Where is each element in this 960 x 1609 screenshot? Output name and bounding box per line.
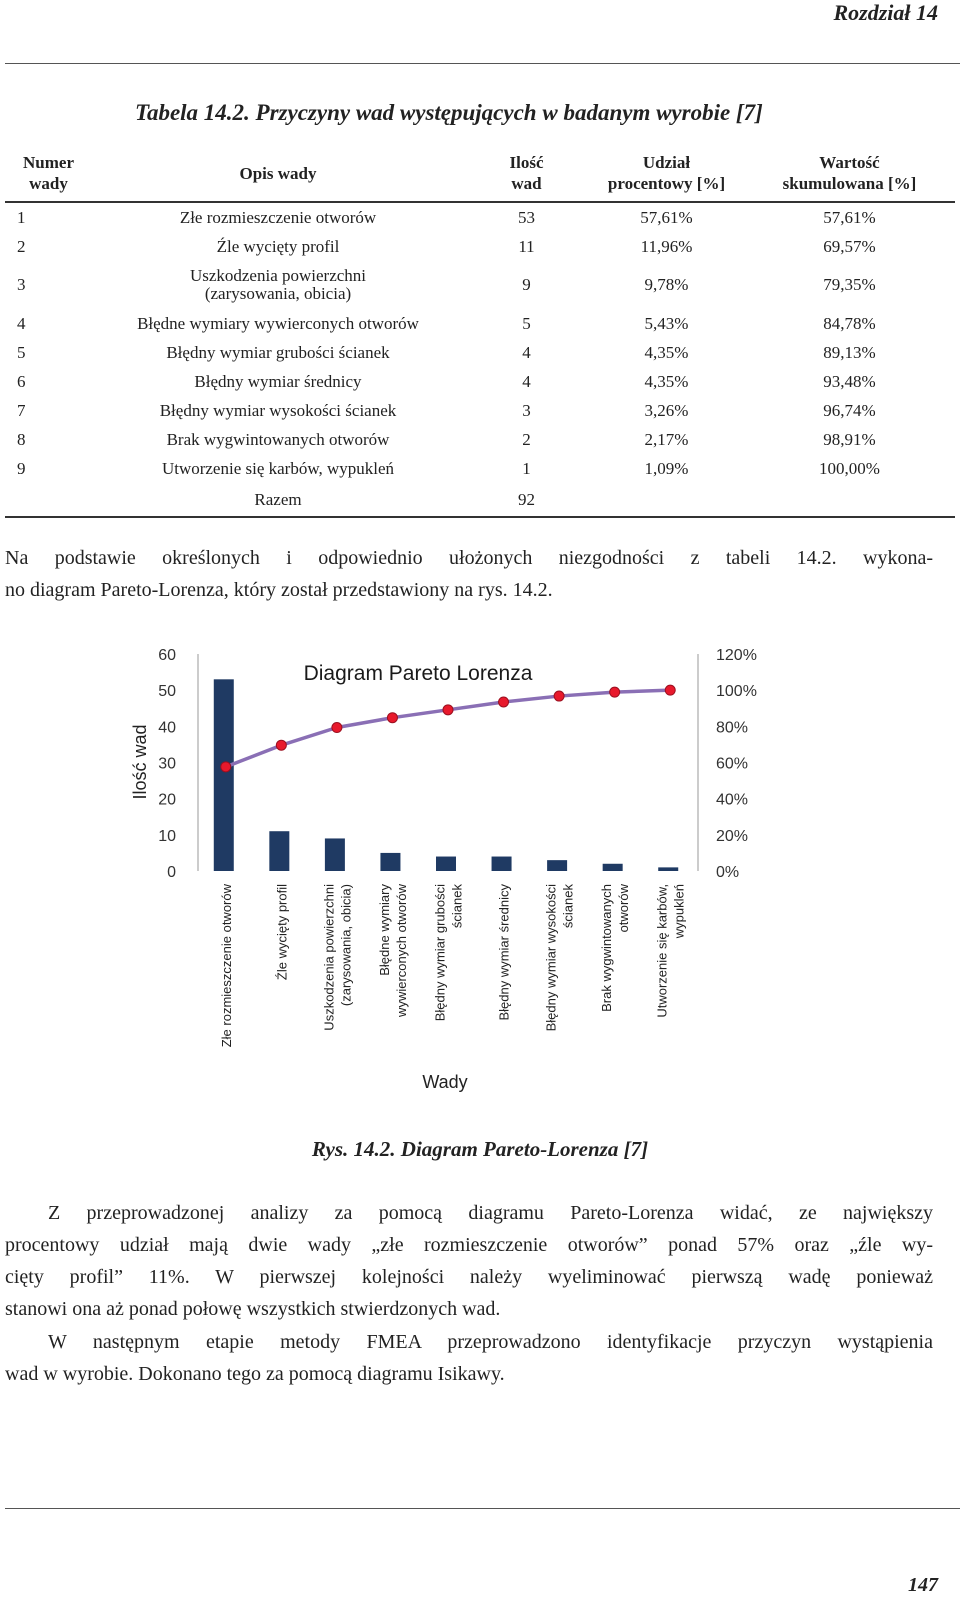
x-tick-label-line: Błędny wymiar grubości: [432, 884, 448, 1022]
row-number: 2: [17, 236, 26, 256]
row-quantity: 11: [518, 236, 535, 256]
table-row: [5, 454, 955, 483]
y-right-tick-label: 120%: [716, 647, 757, 664]
row-description: [92, 338, 464, 367]
row-cumulative: 98,91%: [823, 429, 876, 449]
row-cumulative: 100,00%: [819, 458, 880, 478]
row-description: [92, 232, 464, 261]
x-tick-label: [219, 883, 234, 1047]
bar: [380, 853, 400, 871]
row-description: [92, 396, 464, 425]
row-share: 4,35%: [644, 342, 689, 362]
y-right-tick-label: 80%: [716, 719, 749, 737]
row-number: 5: [17, 342, 26, 362]
total-value: 92: [464, 483, 589, 517]
paragraph-line: Z przeprowadzonej analizy za pomocą diagramu Pareto-Lorenza widać, ze największy: [48, 1202, 933, 1224]
table-row: [5, 338, 955, 367]
cumulative-point: [387, 713, 397, 723]
x-tick-label-line: Utworzenie się karbów,: [654, 884, 670, 1018]
chart-title: Diagram Pareto Lorenza: [303, 662, 533, 685]
table-row: [5, 425, 955, 454]
row-share: 4,35%: [644, 371, 689, 391]
y-left-tick-label: 50: [158, 683, 176, 701]
chapter-header: Rozdział 14: [833, 0, 938, 25]
x-tick-label: [377, 883, 409, 1018]
cumulative-point: [332, 723, 342, 733]
row-cumulative: 57,61%: [823, 207, 876, 227]
x-tick-label-line: ścianek: [449, 884, 465, 929]
row-share: 2,17%: [644, 429, 689, 449]
x-tick-label: [544, 884, 576, 1032]
row-quantity: 2: [522, 429, 531, 449]
bar: [492, 857, 512, 871]
bar: [547, 860, 567, 871]
row-description-line: Uszkodzenia powierzchni: [189, 266, 367, 285]
paragraph-line: stanowi ona aż ponad połowę wszystkich stwierdzonych wad.: [5, 1298, 501, 1320]
row-number: 1: [17, 207, 26, 227]
row-share: 3,26%: [644, 400, 689, 420]
row-description-line: Złe rozmieszczenie otworów: [179, 207, 377, 227]
header-quantity: Ilość wad: [464, 145, 589, 202]
total-share: [589, 483, 744, 517]
total-cumulative: [744, 483, 955, 517]
row-description-line: (zarysowania, obicia): [204, 284, 352, 303]
row-quantity: 4: [522, 371, 531, 391]
y-left-tick-label: 10: [158, 827, 176, 845]
row-number: 9: [17, 458, 26, 478]
bar: [269, 831, 289, 871]
x-tick-label: [321, 884, 353, 1031]
row-description-line: Brak wygwintowanych otworów: [166, 429, 390, 449]
total-label: Razem: [92, 483, 464, 517]
paragraph-analysis: [5, 1197, 933, 1325]
cumulative-point: [276, 740, 286, 750]
header-cumulative: Wartość skumulowana [%]: [744, 145, 955, 202]
row-cumulative: 79,35%: [823, 275, 876, 294]
table-row: [5, 367, 955, 396]
x-tick-label: [433, 884, 465, 1022]
row-number: 4: [17, 313, 26, 333]
x-tick-label-line: ścianek: [560, 884, 576, 929]
paragraph-next-step: [5, 1326, 933, 1390]
row-share: 11,96%: [640, 236, 693, 256]
x-tick-label: [655, 884, 687, 1018]
paragraph-intro: [5, 542, 933, 606]
row-description-line: Błędny wymiar wysokości ścianek: [159, 400, 397, 420]
table-row: [5, 232, 955, 261]
row-number: 3: [17, 275, 26, 294]
y-left-tick-label: 20: [158, 791, 176, 809]
header-share: Udział procentowy [%]: [589, 145, 744, 202]
row-cumulative: 96,74%: [823, 400, 876, 420]
x-tick-label: [497, 884, 512, 1021]
footer-divider: [5, 1508, 960, 1509]
y-left-tick-label: 60: [158, 647, 176, 664]
x-tick-label-line: Złe rozmieszczenie otworów: [218, 884, 234, 1048]
row-description: [92, 309, 464, 338]
row-quantity: 3: [522, 400, 531, 420]
cumulative-point: [554, 691, 564, 701]
row-quantity: 1: [522, 458, 531, 478]
row-number: 8: [17, 429, 26, 449]
x-tick-label-line: Błędny wymiar wysokości: [543, 884, 559, 1032]
table-row: [5, 261, 955, 309]
row-share: 57,61%: [640, 207, 693, 227]
row-quantity: 53: [518, 207, 535, 227]
row-share: 1,09%: [644, 458, 689, 478]
total-number: [5, 483, 92, 517]
x-tick-label-line: wywierconych otworów: [393, 884, 409, 1017]
paragraph-line: procentowy udział mają dwie wady „złe rozmieszczenie otworów” ponad 57% oraz „źle wy-: [5, 1234, 933, 1256]
row-description: [92, 261, 464, 309]
defects-table: [5, 145, 955, 518]
y-right-tick-label: 0%: [716, 864, 740, 881]
bar: [436, 857, 456, 871]
y-right-tick-label: 60%: [716, 755, 749, 773]
row-number: 7: [17, 400, 26, 420]
paragraph-line: no diagram Pareto-Lorenza, który został przedstawiony na rys. 14.2.: [5, 579, 553, 601]
table-body: [5, 202, 955, 517]
paragraph-line: cięty profil” 11%. W pierwszej kolejności należy wyeliminować pierwszą wadę ponieważ: [5, 1266, 933, 1288]
row-description-line: Błędne wymiary wywierconych otworów: [137, 313, 419, 333]
y-right-tick-label: 40%: [716, 791, 749, 809]
cumulative-point: [443, 705, 453, 715]
paragraph-line: wad w wyrobie. Dokonano tego za pomocą diagramu Isikawy.: [5, 1363, 505, 1385]
table-row: [5, 396, 955, 425]
paragraph-line: Na podstawie określonych i odpowiednio ułożonych niezgodności z tabeli 14.2. wykona-: [5, 547, 933, 569]
paragraph-line: W następnym etapie metody FMEA przeprowadzono identyfikacje przyczyn wystąpienia: [48, 1331, 933, 1353]
table-caption: Tabela 14.2. Przyczyny wad występujących w badanym wyrobie [7]: [135, 100, 763, 125]
x-tick-label: [274, 884, 289, 980]
y-left-tick-label: 30: [158, 755, 176, 773]
x-tick-label: [599, 883, 631, 1011]
cumulative-point: [665, 685, 675, 695]
row-description: [92, 367, 464, 396]
y-right-tick-label: 100%: [716, 683, 757, 701]
row-cumulative: 69,57%: [823, 236, 876, 256]
header-divider: [5, 63, 960, 64]
row-description: [92, 454, 464, 483]
cumulative-line: [226, 690, 670, 767]
cumulative-point: [499, 697, 509, 707]
row-quantity: 5: [522, 313, 531, 333]
cumulative-point: [610, 687, 620, 697]
x-tick-label-line: Uszkodzenia powierzchni: [321, 884, 337, 1031]
row-description-line: Błędny wymiar grubości ścianek: [166, 342, 390, 362]
x-tick-label-line: Błędne wymiary: [376, 884, 392, 976]
y-axis-label: Ilość wad: [130, 724, 150, 800]
row-description-line: Źle wycięty profil: [216, 236, 340, 256]
bar: [214, 679, 234, 871]
table-header-row: [5, 145, 955, 202]
table-total-row: [5, 483, 955, 517]
cumulative-point: [221, 762, 231, 772]
x-tick-label-line: (zarysowania, obicia): [338, 884, 354, 1007]
x-tick-label-line: wypukleń: [671, 884, 687, 939]
row-number: 6: [17, 371, 26, 391]
header-number: Numer wady: [5, 145, 92, 202]
y-left-tick-label: 0: [167, 864, 176, 881]
row-share: 9,78%: [644, 275, 689, 294]
x-axis-label: Wady: [422, 1072, 468, 1092]
table-row: [5, 309, 955, 338]
page-number: 147: [908, 1574, 938, 1596]
row-description-line: Błędny wymiar średnicy: [194, 371, 362, 391]
bar: [658, 867, 678, 871]
x-tick-label-line: Błędny wymiar średnicy: [496, 884, 512, 1021]
row-description: [92, 425, 464, 454]
figure-caption: Rys. 14.2. Diagram Pareto-Lorenza [7]: [311, 1137, 649, 1161]
header-description: Opis wady: [92, 145, 464, 202]
row-cumulative: 89,13%: [823, 342, 876, 362]
bar: [325, 838, 345, 871]
row-description-line: Utworzenie się karbów, wypukleń: [161, 458, 395, 478]
y-left-tick-label: 40: [158, 719, 176, 737]
row-quantity: 9: [522, 275, 531, 294]
row-cumulative: 84,78%: [823, 313, 876, 333]
bar: [603, 864, 623, 871]
row-share: 5,43%: [644, 313, 689, 333]
pareto-chart: [0, 630, 960, 1130]
row-description: [92, 202, 464, 232]
x-tick-label-line: otworów: [616, 884, 632, 933]
y-right-tick-label: 20%: [716, 827, 749, 845]
row-cumulative: 93,48%: [823, 371, 876, 391]
x-tick-label-line: Brak wygwintowanych: [599, 884, 615, 1012]
row-quantity: 4: [522, 342, 531, 362]
x-tick-label-line: Źle wycięty profil: [274, 884, 290, 981]
table-row: [5, 202, 955, 232]
